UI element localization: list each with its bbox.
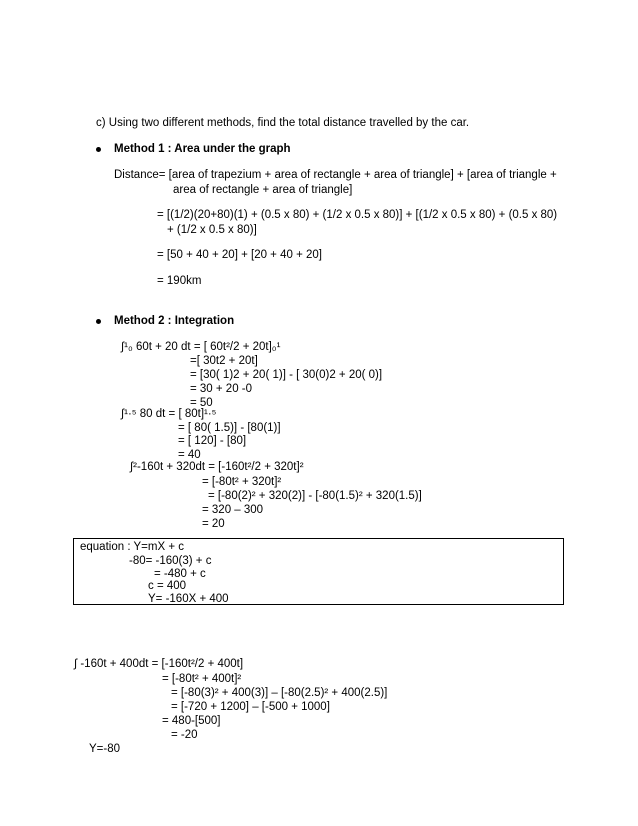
method1-step1-line1: = [(1/2)(20+80)(1) + (0.5 x 80) + (1/2 x 0.5 x 80)] + [(1/2 x 0.5 x 80) + (0.5 x 80) [157,209,558,221]
integral4-line4: = 480-[500] [162,715,221,727]
integral3-line0: ∫²-160t + 320dt = [-160t²/2 + 320t]² [130,461,304,473]
integral2-line0: ∫¹·⁵ 80 dt = [ 80t]¹·⁵ [121,408,217,420]
integral1-line3: = 30 + 20 -0 [190,383,253,395]
integral2-line1: = [ 80( 1.5)] - [80(1)] [178,422,281,434]
distance-line-2: area of rectangle + area of triangle] [173,184,353,196]
integral4-line2: = [-80(3)² + 400(3)] – [-80(2.5)² + 400(2.5)] [171,687,388,699]
integral1-line1: =[ 30t2 + 20t] [190,355,258,367]
question-c: c) Using two different methods, find the total distance travelled by the car. [96,117,470,129]
bullet-icon [96,147,101,152]
integral3-line3: = 320 – 300 [202,504,264,516]
integral4-line1: = [-80t² + 400t]² [162,673,242,685]
integral4-line0: ∫ -160t + 400dt = [-160t²/2 + 400t] [74,658,244,670]
method1-result: = 190km [157,275,202,287]
distance-line-1: Distance= [area of trapezium + area of rectangle + area of triangle] + [area of triangle + [114,169,557,181]
equation-line1: -80= -160(3) + c [129,555,212,567]
integral1-line2: = [30( 1)2 + 20( 1)] - [ 30(0)2 + 20( 0)] [190,369,383,381]
integral3-line1: = [-80t² + 320t]² [202,476,282,488]
integral2-line3: = 40 [178,449,201,461]
method2-heading: Method 2 : Integration [114,315,235,327]
equation-line0: equation : Y=mX + c [80,541,184,553]
method1-step1-line2: + (1/2 x 0.5 x 80)] [167,224,257,236]
equation-line2: = -480 + c [154,568,206,580]
integral3-line2: = [-80(2)² + 320(2)] - [-80(1.5)² + 320(1.5)] [208,490,422,502]
equation-line3: c = 400 [148,580,187,592]
integral4-line5: = -20 [171,729,198,741]
integral4-line6: Y=-80 [89,743,121,755]
integral4-line3: = [-720 + 1200] – [-500 + 1000] [171,701,330,713]
integral2-line2: = [ 120] - [80] [178,435,247,447]
equation-line4: Y= -160X + 400 [148,593,229,605]
integral3-line4: = 20 [202,518,225,530]
integral1-line0: ∫¹₀ 60t + 20 dt = [ 60t²/2 + 20t]₀¹ [121,341,281,353]
method1-step2: = [50 + 40 + 20] + [20 + 40 + 20] [157,249,322,261]
bullet-icon [96,319,101,324]
method1-heading: Method 1 : Area under the graph [114,143,291,155]
integral1-line4: = 50 [190,397,213,409]
